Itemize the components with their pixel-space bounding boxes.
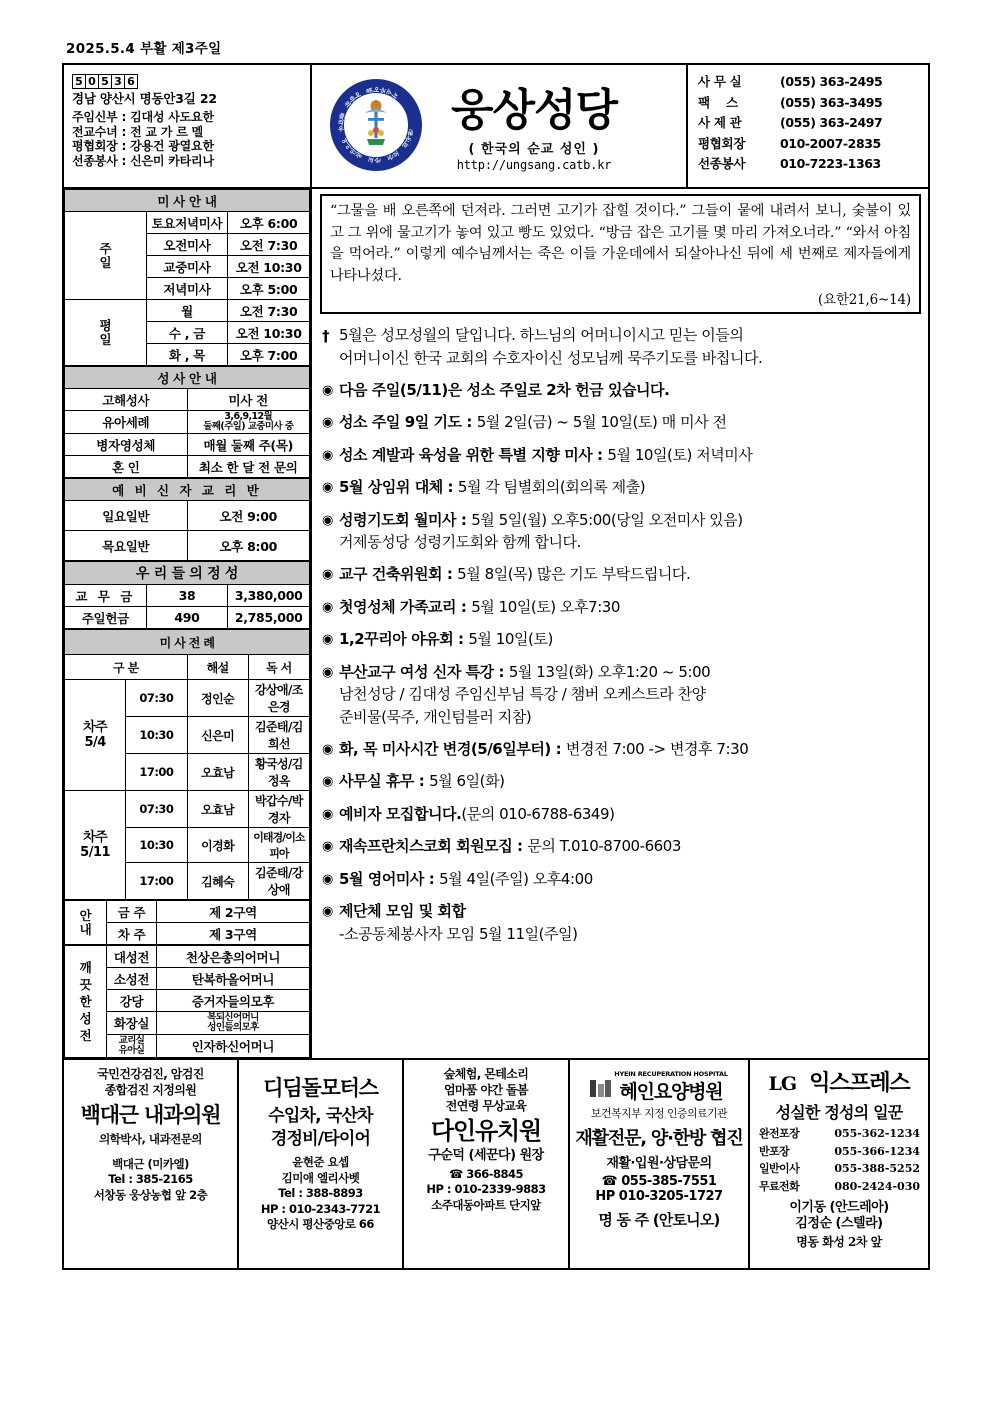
cleaning-group-line2: 성인들의모후 [207, 1022, 259, 1033]
announcement-title: 성령기도회 월미사 : [339, 510, 472, 529]
ad-tagline-1: 숲체험, 몬테소리 [443, 1067, 529, 1081]
announcement-title: 예비자 모집합니다. [339, 804, 462, 823]
advertisement-row [64, 1060, 928, 1268]
bulletin-page [62, 40, 930, 1342]
ad-tagline-3: 전연령 무상교육 [445, 1099, 527, 1113]
announcement-subline: 거제동성당 성령기도회와 함께 합니다. [339, 533, 581, 551]
contact-value: (055) 363-3495 [780, 94, 883, 110]
contact-row [698, 72, 924, 93]
bullet-icon: ◉ [322, 599, 334, 615]
bullet-icon: ◉ [322, 806, 334, 822]
roster-reader: 이태경/이소피아 [248, 828, 309, 863]
bullet-icon: ◉ [322, 839, 334, 854]
postcode-digit: 0 [85, 74, 99, 89]
table-row [755, 1126, 923, 1142]
catechumen-class-name: 일요일반 [65, 501, 188, 531]
sacrament-value: 매월 둘째 주(목) [187, 434, 310, 456]
announcement-item [322, 661, 921, 729]
announcement-list [318, 324, 923, 945]
ad-didimdol-motors[interactable] [239, 1060, 404, 1268]
table-row [65, 607, 310, 629]
rate-label: 완전포장 [759, 1127, 800, 1140]
contact-row [698, 93, 924, 114]
offering-name: 주일헌금 [65, 607, 147, 629]
ad-baek-clinic[interactable] [64, 1060, 239, 1268]
ad-detail: 의학박사, 내과전문의 [99, 1132, 202, 1146]
ad-service-1: 수입차, 국산차 [268, 1106, 373, 1126]
zone-value: 제 2구역 [157, 901, 310, 923]
announcement-body [339, 661, 921, 729]
ad-english-name: HYEIN RECUPERATION HOSPITAL [614, 1070, 728, 1078]
table-header-row [65, 655, 310, 680]
staff-funeral-volunteer: 선종봉사 : 신은미 카타리나 [72, 153, 214, 168]
hyein-logo-icon [590, 1080, 611, 1097]
announcement-item [322, 411, 921, 434]
ad-contact-person: 구순덕 (세꾼다) 원장 [428, 1148, 544, 1163]
mass-guide-table [64, 189, 310, 366]
announcement-item [322, 803, 921, 826]
ad-contact-person: 백대근 (미카엘) [112, 1156, 189, 1171]
announcement-item [322, 835, 921, 858]
table-row [65, 791, 310, 828]
announcement-body [339, 324, 921, 369]
announcement-title: 재속프란치스코회 회원모집 : [339, 837, 528, 855]
staff-lay-council-chair: 평협회장 : 강용건 광열요한 [72, 139, 214, 153]
zone-period: 차 주 [107, 923, 157, 945]
bullet-icon: ◉ [322, 415, 334, 430]
section-header-catechumen [65, 479, 310, 501]
contact-row [698, 113, 924, 134]
roster-week-label: 차주 5/4 [65, 680, 126, 791]
gospel-quote-box [320, 194, 921, 314]
ad-mobile: HP : 010-2339-9883 [426, 1182, 546, 1196]
announcement-body [339, 476, 921, 499]
cleaning-place [107, 1035, 157, 1058]
announcement-title: 사무실 휴무 : [339, 772, 430, 790]
roster-time: 10:30 [126, 828, 187, 863]
table-row [65, 411, 310, 434]
announcement-detail: 5월 6일(화) [429, 772, 505, 790]
announcement-title: 제단체 모임 및 회합 [339, 902, 466, 920]
zone-period: 금 주 [107, 901, 157, 923]
liturgy-roster-table [64, 629, 310, 900]
bullet-icon: ◉ [322, 741, 334, 757]
cleaning-label: 깨 끗 한 성 전 [65, 946, 107, 1058]
announcement-detail: 5월 8일(목) 많은 기도 부탁드립니다. [457, 565, 691, 583]
left-info-column [64, 189, 312, 1058]
announcement-body [339, 444, 921, 467]
contact-value: (055) 363-2495 [780, 74, 883, 89]
table-row [755, 1144, 923, 1160]
ad-mobile: HP 010-3205-1727 [595, 1189, 723, 1204]
column-header-reader: 독 서 [248, 655, 309, 680]
announcement-detail: 5월은 성모성월의 달입니다. 하느님의 어머니이시고 믿는 이들의 [339, 326, 744, 344]
lg-logo-icon: LG [768, 1073, 797, 1095]
bulletin-body [64, 189, 928, 1060]
ad-address: 명동 화성 2차 앞 [796, 1235, 882, 1249]
roster-reader: 김준태/강상애 [248, 863, 309, 900]
offering-count: 38 [146, 585, 228, 607]
announcement-body [339, 509, 921, 554]
announcement-detail: 5월 4일(주일) 오후4:00 [439, 869, 593, 888]
bulletin-frame [62, 63, 930, 1270]
contact-label: 사 제 관 [698, 115, 742, 130]
table-row [65, 300, 310, 322]
roster-time: 17:00 [126, 754, 187, 791]
announcement-item [322, 738, 921, 761]
announcement-subline: 남천성당 / 김대성 주임신부님 특강 / 챔버 오케스트라 찬양 [339, 685, 706, 703]
parish-logo [330, 79, 422, 171]
contact-value: 010-7223-1363 [780, 156, 881, 171]
rate-label: 반포장 [759, 1144, 790, 1158]
announcement-title: 5월 상임위 대체 : [339, 478, 458, 496]
ad-headline: 재활전문, 양·한방 협진 [575, 1128, 743, 1149]
cleaning-place: 화장실 [107, 1012, 157, 1035]
table-row [65, 501, 310, 531]
gospel-reference: (요한21,6~14) [818, 292, 911, 308]
bullet-icon: ◉ [322, 382, 334, 398]
mass-time: 오후 6:00 [228, 212, 310, 234]
announcement-body [339, 563, 921, 586]
announcement-detail: 5월 10일(토) 오후7:30 [471, 597, 620, 616]
offering-amount: 3,380,000 [228, 585, 310, 607]
postcode-digit: 6 [124, 74, 138, 89]
announcement-body [339, 803, 921, 826]
postcode-digit: 3 [111, 74, 125, 89]
table-row [65, 212, 310, 234]
section-header-sacrament [65, 367, 310, 389]
contact-row [698, 154, 924, 175]
table-row [65, 531, 310, 561]
gospel-text: “그물을 배 오른쪽에 던져라. 그러면 고기가 잡힐 것이다.” 그들이 뭍에 내려서 보니, 숯불이 있고 그 위에 물고기가 놓여 있고 빵도 있었다. “방금 잡은 고기를 몇 마리 가져오너라.” “와서 아침을 먹어라.” 이렇게 예수님께서는 죽은 이들 가운데에서 되살아나신 뒤에 세 번째로 제자들에게 나타나셨다. [330, 203, 911, 284]
announcement-detail: 5월 13일(화) 오후1:20 ~ 5:00 [508, 662, 711, 681]
roster-week-label: 차주 5/11 [65, 791, 126, 900]
column-header-division: 구 분 [65, 655, 188, 680]
table-row [65, 585, 310, 607]
table-row [65, 946, 310, 968]
table-row [65, 456, 310, 478]
catechumen-class-time: 오후 8:00 [187, 531, 310, 561]
roster-reader: 김준태/김희선 [248, 717, 309, 754]
announcement-title: 성소 계발과 육성을 위한 특별 지향 미사 : [339, 445, 608, 464]
section-title: 미 사 전 례 [65, 630, 310, 655]
offering-amount: 2,785,000 [228, 607, 310, 629]
contact-row [698, 134, 924, 155]
announcement-item [322, 379, 921, 402]
announcement-item [322, 868, 921, 891]
section-title: 예 비 신 자 교 리 반 [65, 479, 310, 501]
church-subtitle: ( 한국의 순교 성인 ) [468, 141, 600, 157]
sacrament-name: 고해성사 [65, 389, 188, 411]
announcement-detail: 문의 T.010-8700-6603 [527, 837, 681, 855]
cleaning-group: 천상은총의어머니 [157, 946, 310, 968]
ad-contact-person-1: 이기동 (안드레아) [789, 1200, 889, 1215]
cleaning-place: 대성전 [107, 946, 157, 968]
roster-commentator: 김혜숙 [187, 863, 248, 900]
sacrament-value-line2: 둘째(주일) 교중미사 중 [203, 421, 294, 432]
catechumen-table [64, 478, 310, 561]
announcement-detail: 5월 10일(토) [468, 630, 553, 648]
section-header-liturgy [65, 630, 310, 655]
bullet-icon: ◉ [322, 632, 334, 647]
contact-label: 선종봉사 [698, 156, 746, 171]
ad-contact-person-1: 윤현준 요셉 [292, 1155, 349, 1169]
ad-business-name: 혜인요양병원 [619, 1081, 723, 1103]
cleaning-place-line1: 교리실 [118, 1035, 145, 1046]
rate-label: 일반이사 [759, 1162, 800, 1175]
contact-value: 010-2007-2835 [780, 135, 881, 151]
ad-rate-table [753, 1124, 925, 1196]
ad-tagline-1: 국민건강검진, 암검진 [97, 1067, 204, 1081]
column-header-commentator: 해설 [187, 655, 248, 680]
church-name: 웅상성당 [450, 84, 617, 136]
ad-headline: 성실한 정성의 일꾼 [775, 1103, 903, 1122]
announcement-item [322, 770, 921, 793]
postcode [72, 74, 137, 89]
roster-commentator: 신은미 [187, 717, 248, 754]
announcement-title: 성소 주일 9일 기도 : [339, 413, 477, 431]
sacrament-value [187, 411, 310, 434]
ad-address: 소주대동아파트 단지앞 [431, 1197, 541, 1212]
announcement-title: 5월 영어미사 : [339, 869, 440, 888]
bullet-icon: ◉ [322, 774, 334, 789]
section-header-mass-guide [65, 190, 310, 212]
announcement-detail: 5월 5일(월) 오후5:00(당일 오전미사 있음) [471, 510, 743, 529]
announcement-detail: 변경전 7:00 -> 변경후 7:30 [565, 739, 749, 758]
ad-mobile: HP : 010-2343-7721 [260, 1201, 381, 1216]
cross-icon: † [322, 327, 330, 345]
cleaning-duty-table [64, 945, 310, 1058]
announcement-body [339, 868, 921, 891]
ad-address: 서창동 웅상농협 앞 2층 [93, 1187, 208, 1202]
bullet-icon: ◉ [322, 447, 334, 463]
ad-business-name: 디딤돌모터스 [263, 1076, 378, 1100]
zone-guide-label: 안 내 [65, 901, 107, 945]
cleaning-place: 소성전 [107, 968, 157, 990]
announcement-title: 부산교구 여성 신자 특강 : [339, 662, 509, 681]
contact-label: 사 무 실 [698, 74, 742, 89]
mass-name: 교중미사 [146, 256, 228, 278]
mass-name: 저녁미사 [146, 278, 228, 300]
table-row [65, 901, 310, 923]
announcement-body [339, 628, 921, 651]
rate-phone: 080-2424-030 [834, 1179, 920, 1193]
section-header-offering [65, 562, 310, 585]
sacrament-value-line1: 3,6,9,12월 [224, 411, 273, 422]
bullet-icon: ◉ [322, 480, 334, 495]
roster-time: 07:30 [126, 680, 187, 717]
ad-hyein-hospital[interactable] [570, 1060, 750, 1268]
mass-name: 토요저녁미사 [146, 212, 228, 234]
mass-time: 오전 10:30 [228, 322, 310, 344]
ad-address: 양산시 평산중앙로 66 [267, 1217, 374, 1231]
ad-lg-express[interactable] [750, 1060, 928, 1268]
announcement-body [339, 835, 921, 858]
mass-time: 오전 7:30 [228, 300, 310, 322]
announcement-item [322, 563, 921, 586]
contact-label: 팩 스 [698, 94, 738, 110]
announcement-item [322, 509, 921, 554]
mass-time: 오전 7:30 [228, 234, 310, 256]
ad-phone: Tel : 388-8893 [278, 1186, 363, 1200]
rate-phone: 055-388-5252 [834, 1162, 920, 1175]
roster-time: 10:30 [126, 717, 187, 754]
cleaning-group: 탄복하올어머니 [157, 968, 310, 990]
rate-phone: 055-362-1234 [834, 1127, 920, 1140]
table-row [755, 1161, 923, 1177]
contact-label: 평협회장 [698, 135, 746, 151]
zone-guide-table [64, 900, 310, 945]
table-row [755, 1179, 923, 1195]
table-row [65, 434, 310, 456]
sacrament-table [64, 366, 310, 478]
announcement-body [339, 900, 921, 945]
announcement-item [322, 900, 921, 945]
announcement-subline: -소공동체봉사자 모임 5월 11일(주일) [339, 924, 578, 943]
ad-business-name: 백대근 내과의원 [80, 1103, 221, 1127]
section-title: 미 사 안 내 [65, 190, 310, 212]
announcement-subline: 어머니이신 한국 교회의 수호자이신 성모님께 묵주기도를 바칩니다. [339, 348, 763, 367]
announcement-body [339, 411, 921, 434]
mass-group-sunday: 주 일 [65, 212, 147, 300]
bullet-icon: ◉ [322, 664, 334, 680]
mass-name: 화 , 목 [146, 344, 228, 366]
ad-phone: ☎ 366-8845 [448, 1166, 524, 1181]
sacrament-value: 미사 전 [187, 389, 310, 411]
cleaning-group [157, 1012, 310, 1035]
announcement-item [322, 444, 921, 467]
announcement-detail: 5월 각 팀별회의(회의록 제출) [457, 478, 646, 496]
offering-count: 490 [146, 607, 228, 629]
roster-time: 07:30 [126, 791, 187, 828]
parish-address-block [64, 65, 312, 187]
sacrament-name: 병자영성체 [65, 434, 188, 456]
announcement-item [322, 324, 921, 369]
parish-contact-block [688, 65, 928, 187]
announcement-detail: 5월 10일(토) 저녁미사 [607, 445, 753, 464]
announcement-detail: (문의 010-6788-6349) [461, 804, 615, 823]
roster-time: 17:00 [126, 863, 187, 900]
mass-time: 오전 10:30 [228, 256, 310, 278]
announcements-column [312, 189, 928, 1058]
cleaning-group-line1: 복되신어머니 [207, 1012, 259, 1023]
announcement-detail: 5월 2일(금) ~ 5월 10일(토) 매 미사 전 [476, 413, 727, 431]
announcement-body [339, 738, 921, 761]
section-title: 우 리 들 의 정 성 [65, 562, 310, 585]
table-row [65, 389, 310, 411]
staff-pastor: 주임신부 : 김대성 사도요한 [72, 110, 214, 124]
bullet-icon: ◉ [322, 512, 334, 528]
announcement-title: 첫영성체 가족교리 : [339, 597, 472, 616]
roster-commentator: 정인순 [187, 680, 248, 717]
mass-name: 수 , 금 [146, 322, 228, 344]
ad-service-2: 경정비/타이어 [270, 1129, 371, 1149]
ad-contact-person-2: 김정순 (스텔라) [795, 1215, 883, 1231]
postcode-digit: 5 [72, 74, 86, 89]
bullet-icon: ◉ [322, 567, 334, 582]
sacrament-name: 혼 인 [65, 456, 188, 478]
cleaning-group: 증거자들의모후 [157, 990, 310, 1012]
ad-contact-person-2: 김미애 엘리사벳 [281, 1170, 360, 1185]
ad-tagline-2: 종합검진 지정의원 [104, 1083, 197, 1097]
church-website-url[interactable]: http://ungsang.catb.kr [456, 157, 612, 172]
ad-business-name: 익스프레스 [809, 1071, 910, 1096]
ad-contact-person: 명 동 주 (안토니오) [598, 1210, 720, 1229]
bullet-icon: ◉ [322, 871, 334, 887]
announcement-subline: 준비물(묵주, 개인텀블러 지참) [339, 707, 532, 726]
sacrament-value: 최소 한 달 전 문의 [187, 456, 310, 478]
announcement-item [322, 596, 921, 619]
contact-value: (055) 363-2497 [780, 115, 883, 130]
announcement-item [322, 628, 921, 651]
parish-title-block [312, 65, 688, 187]
roster-reader: 박갑수/박경자 [248, 791, 309, 828]
rate-label: 무료전화 [759, 1179, 800, 1193]
staff-sister: 전교수녀 : 전 교 가 르 멜 [72, 124, 203, 139]
zone-value: 제 3구역 [157, 923, 310, 945]
announcement-title: 교구 건축위원회 : [339, 565, 458, 583]
announcement-title: 화, 목 미사시간 변경(5/6일부터) : [339, 739, 566, 758]
offering-table [64, 561, 310, 629]
mass-name: 월 [146, 300, 228, 322]
logo-ring-text: 한 국 의 모 든 순 교 성 인 이 여 우 리 를 위 하 여 빌 어 주 소 서 [336, 86, 415, 165]
ad-certification: 보건복지부 지정 인증의료기관 [590, 1107, 728, 1120]
ad-services: 재활·입원·상담문의 [606, 1156, 712, 1171]
roster-commentator: 오효남 [187, 754, 248, 791]
table-row [65, 680, 310, 717]
parish-street-address: 경남 양산시 명동안3길 22 [72, 91, 217, 106]
mass-time: 오후 7:00 [228, 344, 310, 366]
roster-reader: 황국성/김정옥 [248, 754, 309, 791]
bullet-icon: ◉ [322, 904, 334, 919]
mass-group-weekday: 평 일 [65, 300, 147, 366]
postcode-digit: 5 [98, 74, 112, 89]
ad-phone: ☎ 055-385-7551 [601, 1173, 717, 1189]
bulletin-date: 2025.5.4 부활 제3주일 [66, 41, 222, 57]
sacrament-name: 유아세례 [65, 411, 188, 434]
announcement-body [339, 596, 921, 619]
offering-name: 교 무 금 [65, 585, 147, 607]
announcement-item [322, 476, 921, 499]
announcement-title: 다음 주일(5/11)은 성소 주일로 2차 헌금 있습니다. [339, 380, 670, 399]
mass-time: 오후 5:00 [228, 278, 310, 300]
announcement-body [339, 379, 921, 402]
rate-phone: 055-366-1234 [834, 1144, 920, 1158]
cleaning-group: 인자하신어머니 [157, 1035, 310, 1058]
catechumen-class-time: 오전 9:00 [187, 501, 310, 531]
roster-reader: 강상애/조은경 [248, 680, 309, 717]
catechumen-class-name: 목요일반 [65, 531, 188, 561]
announcement-body [339, 770, 921, 793]
section-title: 성 사 안 내 [65, 367, 310, 389]
mass-name: 오전미사 [146, 234, 228, 256]
roster-commentator: 오효남 [187, 791, 248, 828]
ad-business-name: 다인유치원 [431, 1117, 541, 1145]
ad-dain-kindergarten[interactable] [404, 1060, 570, 1268]
announcement-title: 1,2꾸리아 야유회 : [339, 630, 469, 648]
roster-commentator: 이경화 [187, 828, 248, 863]
cleaning-place: 강당 [107, 990, 157, 1012]
ad-tagline-2: 엄마품 야간 돌봄 [443, 1083, 529, 1097]
cleaning-place-line2: 유아실 [118, 1045, 145, 1056]
bulletin-header [64, 65, 928, 189]
ad-phone: Tel : 385-2165 [108, 1172, 193, 1186]
